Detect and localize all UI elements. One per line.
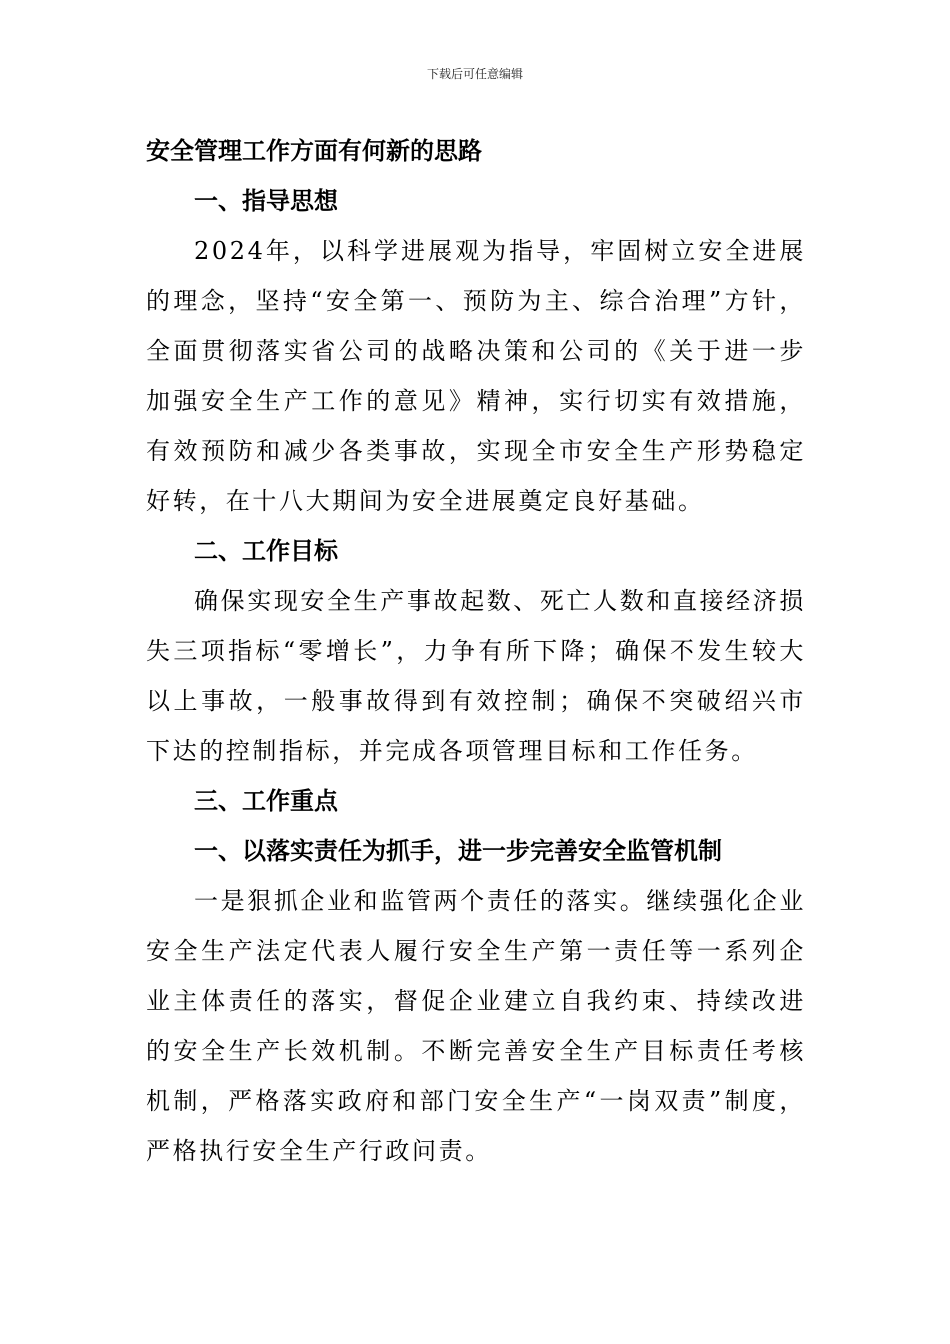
paragraph-responsibility: 一是狠抓企业和监管两个责任的落实。继续强化企业安全生产法定代表人履行安全生产第一责任等一系列企业主体责任的落实，督促企业建立自我约束、持续改进的安全生产长效机制。不断完善安全生产目标责任考核机制，严格落实政府和部门安全生产“一岗双责”制度，严格执行安全生产行政问责。 <box>146 887 806 1165</box>
section-heading-guiding-ideology: 一、指导思想 <box>194 187 338 215</box>
paragraph-work-goals: 确保实现安全生产事故起数、死亡人数和直接经济损失三项指标“零增长”，力争有所下降；确保不发生较大以上事故，一般事故得到有效控制；确保不突破绍兴市下达的控制指标，并完成各项管理目标和工作任务。 <box>146 587 806 765</box>
section-heading-work-focus: 三、工作重点 <box>194 787 338 815</box>
section-heading-work-goals: 二、工作目标 <box>194 537 338 565</box>
paragraph-guiding-ideology: 2024年，以科学进展观为指导，牢固树立安全进展的理念，坚持“安全第一、预防为主、综合治理”方针，全面贯彻落实省公司的战略决策和公司的《关于进一步加强安全生产工作的意见》精神，实行切实有效措施，有效预防和减少各类事故，实现全市安全生产形势稳定好转，在十八大期间为安全进展奠定良好基础。 <box>146 237 806 515</box>
document-title: 安全管理工作方面有何新的思路 <box>146 137 482 165</box>
document-body <box>146 126 806 1176</box>
subsection-heading-responsibility: 一、以落实责任为抓手，进一步完善安全监管机制 <box>194 837 722 865</box>
page-header-note: 下载后可任意编辑 <box>426 67 523 81</box>
